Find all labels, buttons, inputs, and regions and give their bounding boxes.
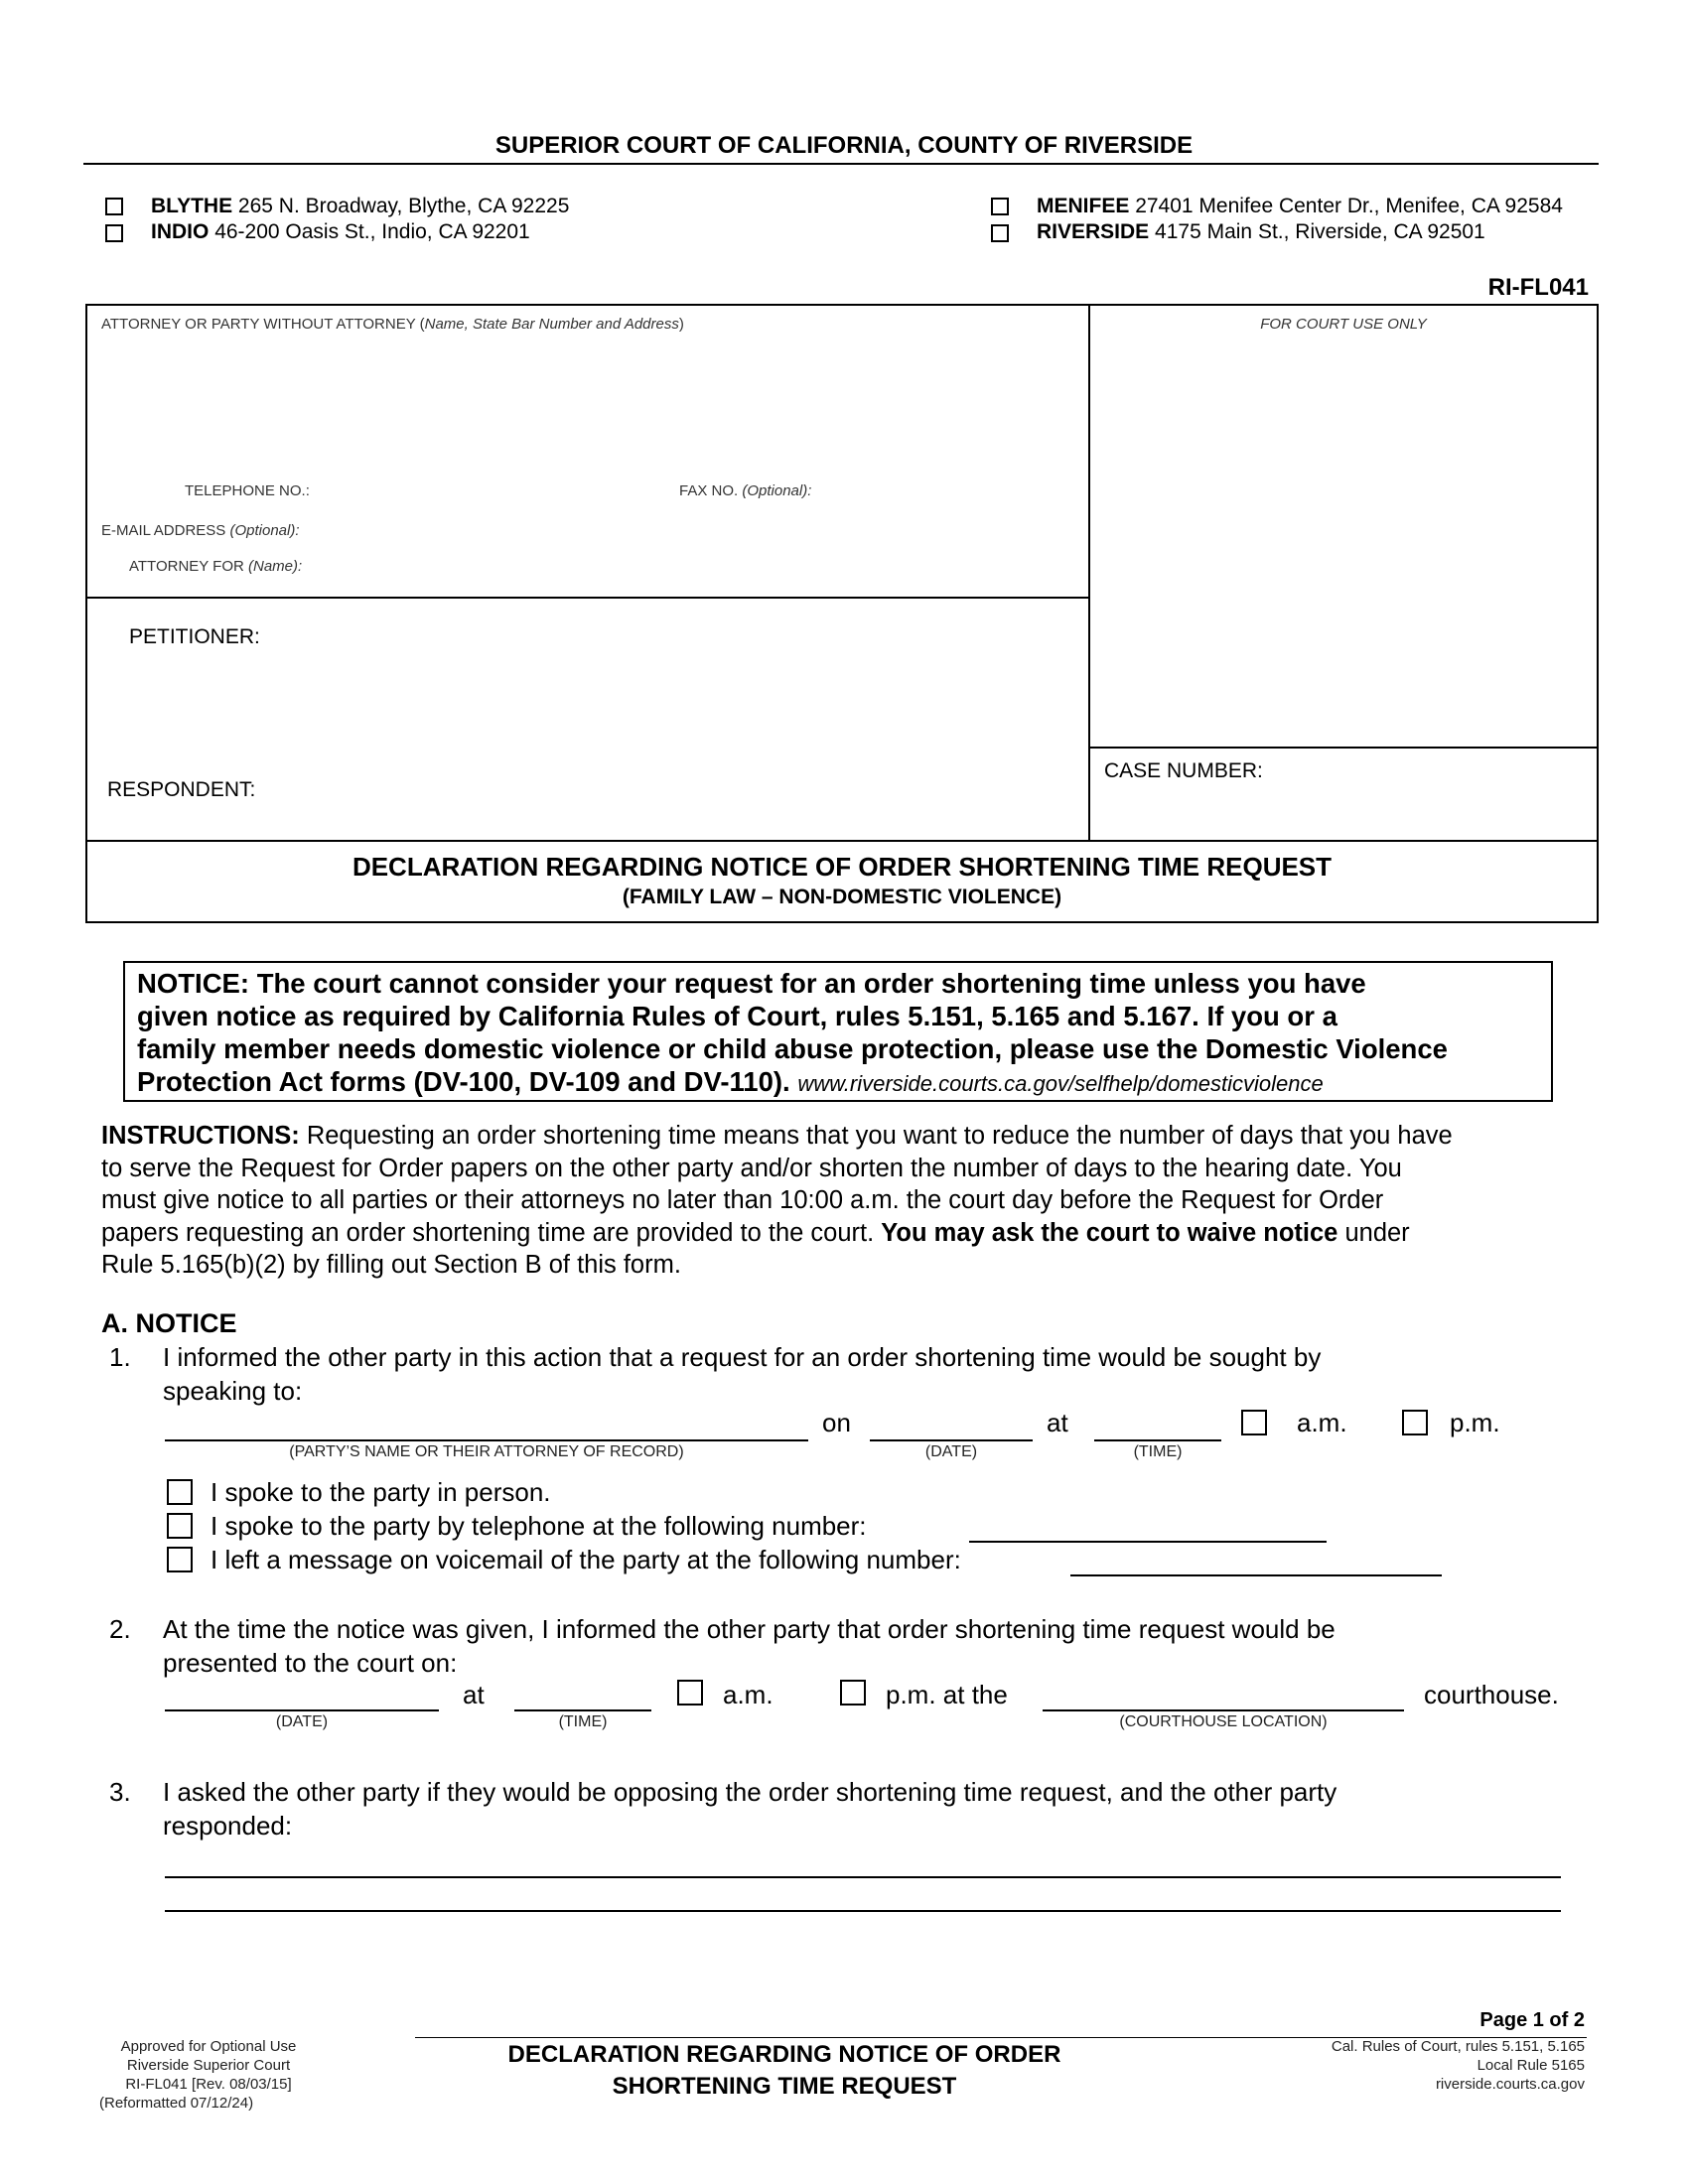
form-subtitle: (FAMILY LAW – NON-DOMESTIC VIOLENCE) (622, 886, 1062, 908)
item-3-number: 3. (109, 1777, 131, 1807)
location-menifee: MENIFEE 27401 Menifee Center Dr., Menifee, CA 92584 (1037, 195, 1563, 217)
am-label-2: a.m. (723, 1680, 774, 1709)
notice-line-2: given notice as required by California Rules of Court, rules 5.151, 5.165 and 5.167. If you or a (137, 1001, 1337, 1031)
caption-divider-title (85, 840, 1599, 842)
instructions-line-2: to serve the Request for Order papers on the other party and/or shorten the number of days to the hearing date. You (101, 1154, 1402, 1182)
attorney-for-label: ATTORNEY FOR (Name): (129, 558, 303, 575)
pm-label-1: p.m. (1450, 1408, 1500, 1437)
section-a-heading: A. NOTICE (101, 1308, 237, 1338)
form-id: RI-FL041 (1487, 274, 1589, 301)
instructions (101, 1120, 1591, 1282)
location-blythe: BLYTHE 265 N. Broadway, Blythe, CA 92225 (151, 195, 570, 217)
header-rule (83, 163, 1599, 165)
respondent-label: RESPONDENT: (107, 778, 256, 801)
date-caption-2: (DATE) (275, 1713, 329, 1730)
footer-right-1: Cal. Rules of Court, rules 5.151, 5.165 (1331, 2038, 1585, 2055)
indio-checkbox[interactable] (105, 224, 123, 242)
footer-right-2: Local Rule 5165 (1477, 2057, 1585, 2074)
item-2-number: 2. (109, 1614, 131, 1644)
footer-left-3: RI-FL041 [Rev. 08/03/15] (125, 2076, 292, 2093)
courthouse-label: courthouse. (1424, 1680, 1559, 1709)
date-line-2[interactable] (165, 1709, 439, 1711)
at-label-1: at (1047, 1408, 1068, 1437)
dv-link[interactable]: www.riverside.courts.ca.gov/selfhelp/domesticviolence (797, 1071, 1324, 1096)
item-3-text-1: I asked the other party if they would be opposing the order shortening time request, and the other party (163, 1777, 1337, 1807)
item-1-text-1: I informed the other party in this action that a request for an order shortening time would be sought by (163, 1342, 1322, 1372)
location-caption: (COURTHOUSE LOCATION) (1119, 1713, 1328, 1730)
item-2-text-2: presented to the court on: (163, 1648, 458, 1678)
fax-label: FAX NO. (Optional): (679, 482, 812, 499)
item-3-text-2: responded: (163, 1811, 293, 1841)
time-line-2[interactable] (514, 1709, 651, 1711)
on-label: on (822, 1408, 851, 1437)
telephone-option-label: I spoke to the party by telephone at the following number: (211, 1511, 867, 1541)
party-caption: (PARTY’S NAME OR THEIR ATTORNEY OF RECORD) (289, 1443, 684, 1460)
in-person-label: I spoke to the party in person. (211, 1477, 551, 1507)
response-line-1[interactable] (165, 1876, 1561, 1878)
notice-line-3: family member needs domestic violence or child abuse protection, please use the Domestic Violence (137, 1033, 1448, 1064)
party-name-line[interactable] (165, 1439, 808, 1441)
footer-left-1: Approved for Optional Use (120, 2038, 297, 2055)
instructions-line-4: papers requesting an order shortening time are provided to the court. You may ask the court to waive notice under (101, 1218, 1410, 1247)
footer-title (417, 2039, 1152, 2103)
pm-checkbox-2[interactable] (840, 1680, 866, 1706)
item-1-number: 1. (109, 1342, 131, 1372)
instructions-line-3: must give notice to all parties or their attorneys no later than 10:00 a.m. the court day before the Request for Order (101, 1186, 1384, 1214)
email-label: E-MAIL ADDRESS (Optional): (101, 522, 300, 539)
pm-checkbox-1[interactable] (1402, 1410, 1428, 1435)
location-riverside: RIVERSIDE 4175 Main St., Riverside, CA 92501 (1037, 220, 1485, 243)
location-indio: INDIO 46-200 Oasis St., Indio, CA 92201 (151, 220, 530, 243)
telephone-label: TELEPHONE NO.: (185, 482, 310, 499)
courthouse-location-line[interactable] (1043, 1709, 1404, 1711)
footer-left-4: (Reformatted 07/12/24) (99, 2095, 254, 2112)
response-line-2[interactable] (165, 1910, 1561, 1912)
in-person-checkbox[interactable] (167, 1479, 193, 1505)
instructions-line-5: Rule 5.165(b)(2) by filling out Section B of this form. (101, 1251, 681, 1279)
telephone-number-line[interactable] (969, 1541, 1327, 1543)
time-caption-1: (TIME) (1133, 1443, 1183, 1460)
petitioner-label: PETITIONER: (129, 625, 260, 648)
am-checkbox-2[interactable] (677, 1680, 703, 1706)
footer-title-2: SHORTENING TIME REQUEST (612, 2073, 957, 2100)
voicemail-checkbox[interactable] (167, 1547, 193, 1572)
footer-right (1251, 2037, 1585, 2094)
blythe-checkbox[interactable] (105, 198, 123, 215)
date-line-1[interactable] (870, 1439, 1033, 1441)
date-caption-1: (DATE) (924, 1443, 978, 1460)
form-title: DECLARATION REGARDING NOTICE OF ORDER SHORTENING TIME REQUEST (352, 852, 1333, 882)
court-use-label: FOR COURT USE ONLY (1260, 316, 1427, 333)
riverside-checkbox[interactable] (991, 224, 1009, 242)
time-caption-2: (TIME) (558, 1713, 608, 1730)
menifee-checkbox[interactable] (991, 198, 1009, 215)
footer-left-2: Riverside Superior Court (126, 2057, 291, 2074)
am-checkbox-1[interactable] (1241, 1410, 1267, 1435)
item-1-text-2: speaking to: (163, 1376, 303, 1406)
notice-box (123, 961, 1553, 1102)
footer-right-3[interactable]: riverside.courts.ca.gov (1435, 2076, 1585, 2093)
court-title: SUPERIOR COURT OF CALIFORNIA, COUNTY OF RIVERSIDE (494, 132, 1194, 159)
footer-title-1: DECLARATION REGARDING NOTICE OF ORDER (507, 2041, 1061, 2068)
voicemail-number-line[interactable] (1070, 1574, 1442, 1576)
case-number-label: CASE NUMBER: (1104, 759, 1263, 782)
footer-left (99, 2037, 318, 2113)
notice-line-1: NOTICE: The court cannot consider your request for an order shortening time unless you have (137, 968, 1366, 999)
item-2-text-1: At the time the notice was given, I informed the other party that order shortening time request would be (163, 1614, 1336, 1644)
telephone-checkbox[interactable] (167, 1513, 193, 1539)
at-label-2: at (463, 1680, 485, 1709)
attorney-label: ATTORNEY OR PARTY WITHOUT ATTORNEY (Name, State Bar Number and Address) (101, 316, 684, 333)
caption-divider-attorney (85, 597, 1089, 599)
caption-divider-case (1088, 747, 1599, 749)
caption-box (85, 304, 1599, 923)
am-label-1: a.m. (1297, 1408, 1347, 1437)
time-line-1[interactable] (1094, 1439, 1221, 1441)
caption-divider-vertical (1088, 304, 1090, 840)
notice-line-4: Protection Act forms (DV-100, DV-109 and DV-110). www.riverside.courts.ca.gov/selfhelp/domesticviolence (137, 1066, 1324, 1097)
page-number: Page 1 of 2 (1479, 2009, 1585, 2031)
pm-at-the-label: p.m. at the (886, 1680, 1008, 1709)
instructions-line-1: INSTRUCTIONS: Requesting an order shortening time means that you want to reduce the number of days that you have (101, 1122, 1453, 1150)
voicemail-option-label: I left a message on voicemail of the party at the following number: (211, 1545, 961, 1574)
